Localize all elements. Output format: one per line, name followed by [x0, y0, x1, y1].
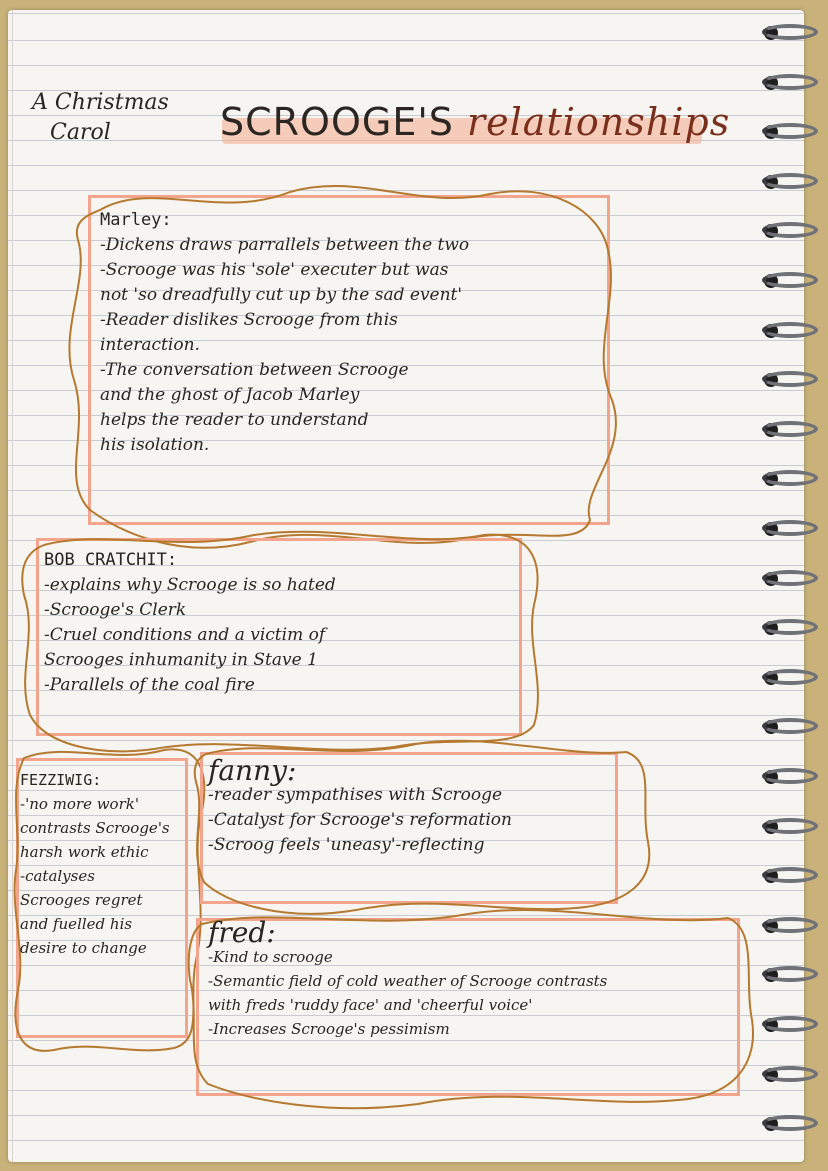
page-title-caps: SCROOGE'S — [220, 100, 454, 144]
note-line: and fuelled his — [20, 915, 133, 933]
binding-ring — [762, 1115, 818, 1131]
bob-notes — [44, 548, 336, 698]
fanny-heading: fanny: — [208, 754, 297, 787]
note-line: contrasts Scrooge's — [20, 819, 170, 837]
note-line: and the ghost of Jacob Marley — [100, 385, 360, 405]
binding-ring — [762, 619, 818, 635]
note-line: Scrooges regret — [20, 891, 143, 909]
bob-heading: BOB CRATCHIT: — [44, 550, 178, 570]
binding-ring — [762, 520, 818, 536]
page-title-script: relationships — [467, 100, 731, 144]
note-line: -Reader dislikes Scrooge from this — [100, 310, 398, 330]
binding-ring — [762, 74, 818, 90]
page-title — [220, 100, 730, 144]
note-line: -Increases Scrooge's pessimism — [208, 1020, 450, 1038]
note-line: -Semantic field of cold weather of Scrooge contrasts — [208, 972, 608, 990]
fred-heading: fred: — [208, 916, 276, 949]
fanny-notes — [208, 754, 512, 858]
note-line: desire to change — [20, 939, 147, 957]
note-line: -Dickens draws parrallels between the two — [100, 235, 470, 255]
note-line: -Catalyst for Scrooge's reformation — [208, 810, 512, 830]
note-line: helps the reader to understand — [100, 410, 369, 430]
binding-ring — [762, 818, 818, 834]
note-line: -Scrooge was his 'sole' executer but was — [100, 260, 449, 280]
note-line: with freds 'ruddy face' and 'cheerful voice' — [208, 996, 533, 1014]
binding-ring — [762, 123, 818, 139]
binding-ring — [762, 570, 818, 586]
spiral-binding — [762, 10, 822, 1160]
note-line: harsh work ethic — [20, 843, 149, 861]
binding-ring — [762, 272, 818, 288]
note-line: -Cruel conditions and a victim of — [44, 625, 326, 645]
fezziwig-notes — [20, 768, 170, 960]
note-line: -Scroog feels 'uneasy'-reflecting — [208, 835, 485, 855]
note-line: -reader sympathises with Scrooge — [208, 785, 503, 805]
note-line: Scrooges inhumanity in Stave 1 — [44, 650, 318, 670]
note-line: -Kind to scrooge — [208, 948, 333, 966]
binding-ring — [762, 322, 818, 338]
note-line: -Parallels of the coal fire — [44, 675, 255, 695]
binding-ring — [762, 669, 818, 685]
fred-notes — [208, 916, 608, 1041]
binding-ring — [762, 371, 818, 387]
binding-ring — [762, 867, 818, 883]
binding-ring — [762, 173, 818, 189]
page-edge-line — [12, 10, 13, 1162]
note-line: -explains why Scrooge is so hated — [44, 575, 336, 595]
note-line: interaction. — [100, 335, 200, 355]
binding-ring — [762, 1066, 818, 1082]
book-title-line: Carol — [50, 120, 111, 145]
marley-heading: Marley: — [100, 210, 172, 230]
fezziwig-heading: FEZZIWIG: — [20, 771, 102, 789]
note-line: -Scrooge's Clerk — [44, 600, 187, 620]
note-line: not 'so dreadfully cut up by the sad event' — [100, 285, 463, 305]
note-line: -catalyses — [20, 867, 95, 885]
book-title — [32, 88, 169, 148]
note-line: -'no more work' — [20, 795, 139, 813]
binding-ring — [762, 768, 818, 784]
book-title-line: A Christmas — [32, 90, 169, 115]
binding-ring — [762, 917, 818, 933]
note-line: -The conversation between Scrooge — [100, 360, 409, 380]
binding-ring — [762, 1016, 818, 1032]
binding-ring — [762, 421, 818, 437]
note-line: his isolation. — [100, 435, 210, 455]
marley-notes — [100, 208, 469, 458]
binding-ring — [762, 24, 818, 40]
